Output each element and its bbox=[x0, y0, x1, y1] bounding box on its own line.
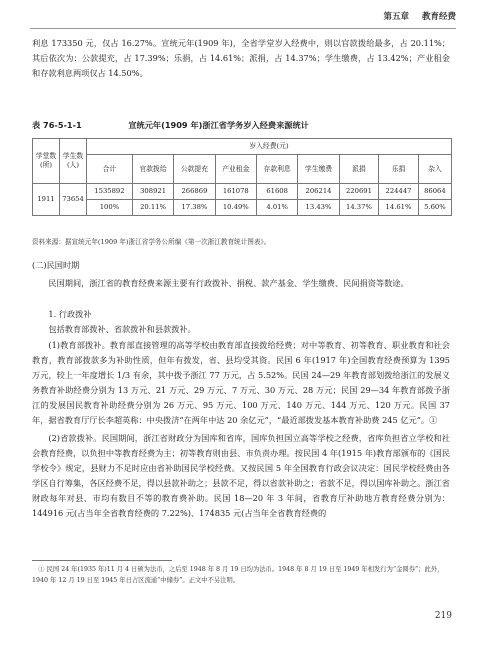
running-header bbox=[384, 10, 457, 22]
cell-percent: 10.49% bbox=[215, 200, 256, 216]
cell-percent: 4.01% bbox=[256, 200, 297, 216]
cell-percent: 17.38% bbox=[174, 200, 215, 216]
cell-value: 161078 bbox=[215, 184, 256, 200]
cell-percent: 14.37% bbox=[339, 200, 379, 216]
chapter-label: 第五章 bbox=[383, 12, 410, 22]
cell-value: 206214 bbox=[298, 184, 339, 200]
paragraph-top: 利息 173350 元，仅占 16.27%。宣统元年(1909 年)，全省学堂岁入经费中，则以官款拨给最多，占 20.11%；其后依次为：公款提充，占 17.39%；乐捐，占 14.61%；派捐，占 14.37%；学生缴费，占 13.42%；产业租金和存款利息两项仅占 14.50%。 bbox=[32, 38, 450, 78]
header-income: 岁入经费(元) bbox=[87, 139, 452, 155]
header-student-count: 学生数(人) bbox=[60, 139, 87, 184]
subheader-misc: 杂入 bbox=[418, 155, 451, 184]
cell-value: 266869 bbox=[174, 184, 215, 200]
subsection-heading: 1. 行政拨补 bbox=[48, 309, 92, 319]
cell-year: 1911 bbox=[33, 184, 60, 216]
subheader-deposit-interest: 存款利息 bbox=[256, 155, 297, 184]
table-source-note: 资料来源：据宣统元年(1909 年)浙江省学务公所编《第一次浙江教育统计图表》。 bbox=[32, 238, 271, 246]
subheader-levy: 派捐 bbox=[339, 155, 379, 184]
cell-value: 61608 bbox=[256, 184, 297, 200]
cell-value: 220691 bbox=[339, 184, 379, 200]
subheader-gov-allot: 官款拨给 bbox=[132, 155, 173, 184]
cell-percent: 5.60% bbox=[418, 200, 451, 216]
table-title: 宣统元年(1909 年)浙江省学务岁入经费来源统计 bbox=[128, 120, 309, 130]
cell-percent: 20.11% bbox=[132, 200, 173, 216]
page-number: 219 bbox=[434, 611, 452, 621]
subheader-public-fund: 公款提充 bbox=[174, 155, 215, 184]
paragraph-province: (2)省款拨补。民国期间，浙江省财政分为国库和省库，国库负担国立高等学校之经费，省库负担省立学校和社会教育经费，以负担中等教育经费为主；初等教育则由县、市负责办理。按民国 4 年(1915 年)教育部颁布的《国民学校令》规定，县财力不足时应由省补助国民学校经费。又按民国 5 年全国教育行政会议决定：国民学校经费由各学区自行筹集，各区经费不足，得以县款补助之；县款不足，得以省款补助之；省款不足，得以国库补助之。浙江省财政每年对县、市均有数目不等的教育费补助。民国 18—20 年 3 年间，省教育厅补助地方教育经费分别为：144916 元(占当年全省教育经费的 7.22%)、174835 元(占当年全省教育经费的 bbox=[32, 433, 450, 518]
cell-value: 86064 bbox=[418, 184, 451, 200]
cell-percent: 100% bbox=[87, 200, 133, 216]
cell-value: 1535892 bbox=[87, 184, 133, 200]
footnote-rule bbox=[32, 560, 172, 561]
header-rule bbox=[30, 28, 456, 29]
subheader-student-fee: 学生缴费 bbox=[298, 155, 339, 184]
subheader-property-rent: 产业租金 bbox=[215, 155, 256, 184]
section-heading: (二)民国时期 bbox=[32, 260, 80, 270]
table-caption bbox=[32, 120, 450, 131]
cell-value: 224447 bbox=[379, 184, 419, 200]
cell-percent: 13.43% bbox=[298, 200, 339, 216]
table-number: 表 76-5-1-1 bbox=[32, 120, 82, 130]
subheader-donation: 乐捐 bbox=[379, 155, 419, 184]
paragraph-intro: 包括教育部拨补、省款拨补和县款拨补。 bbox=[48, 324, 196, 334]
footnote: ① 民国 24 年(1935 年)11 月 4 日颁为法币，之后至 1948 年 8 月 19 日均为法币。1948 年 8 月 19 日至 1949 年相发行为“金圆券”；此外，1940 年 12 月 19 日至 1945 年日占区流通“中储券”。正文中不另注明。 bbox=[32, 566, 444, 584]
subheader-total: 合计 bbox=[87, 155, 133, 184]
cell-percent: 14.61% bbox=[379, 200, 419, 216]
paragraph-sources: 民国期间，浙江省的教育经费来源主要有行政拨补、捐税、款产基金、学生缴费、民间捐资等数途。 bbox=[48, 278, 409, 288]
header-school-count: 学堂数(所) bbox=[33, 139, 60, 184]
income-table bbox=[32, 138, 452, 216]
cell-value: 308921 bbox=[132, 184, 173, 200]
paragraph-ministry: (1)教育部拨补。教育部直接管理的高等学校由教育部直接拨给经费；对中等教育、初等教育、职业教育和社会教育，教育部拨款多为补助性质，但年有拨发，省、县均受其资。民国 6 年(1917 年)全国教育经费预算为 1395 万元，较上一年度增长 1/3 有余，其中拨予浙江 77 万元，占 5.52%。民国 24—29 年教育部划拨给浙江的发展义务教育补助经费分别为 13 万元、21 万元、29 万元、7 万元、30 万元、28 万元；民国 29—34 年教育部拨予浙江的发展国民教育补助经费分别为 26 万元、95 万元、100 万元、140 万元、144 万元、120 万元。民国 37 年，据省教育厅厅长李超英称：中央拨济“在两年中达 20 余亿元”，“最近部拨发基本教育补助费 245 亿元”。① bbox=[32, 340, 450, 425]
chapter-title: 教育经费 bbox=[421, 12, 456, 22]
cell-schools: 73654 bbox=[60, 184, 87, 216]
